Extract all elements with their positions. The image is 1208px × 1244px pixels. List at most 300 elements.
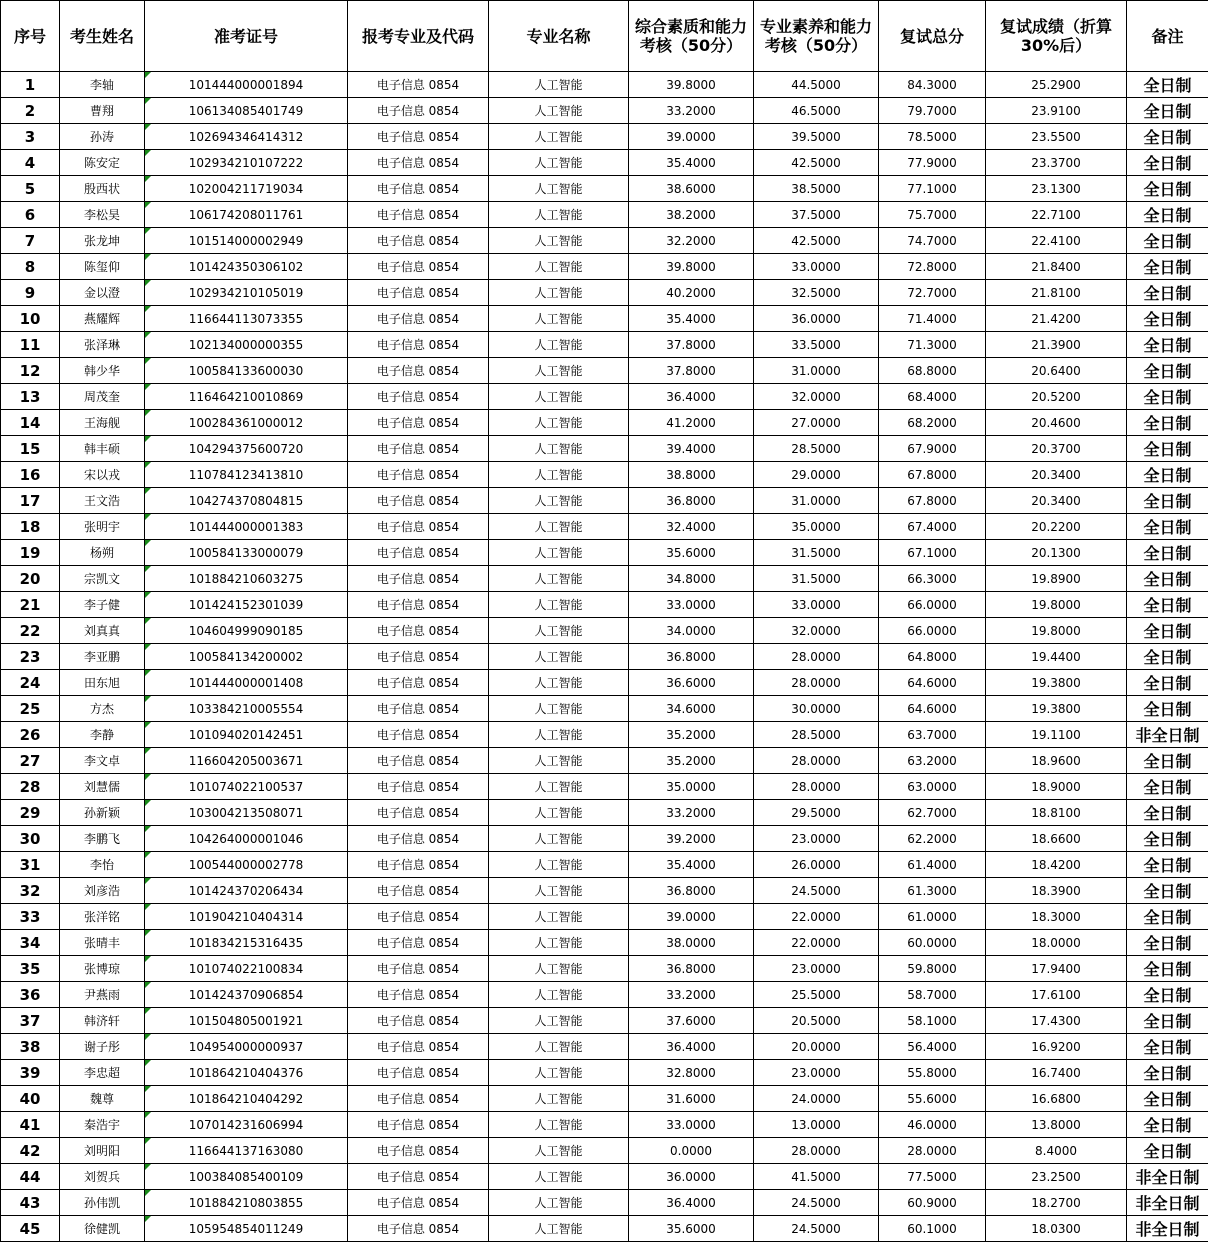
cell-score-comprehensive: 39.0000: [629, 124, 754, 150]
cell-score-professional: 13.0000: [754, 1112, 879, 1138]
table-row: [1, 124, 1208, 150]
cell-final-30pct: 20.5200: [986, 384, 1127, 410]
cell-score-professional: 28.5000: [754, 722, 879, 748]
cell-score-comprehensive: 36.8000: [629, 956, 754, 982]
table-row: [1, 878, 1208, 904]
cell-note: 全日制: [1127, 72, 1208, 98]
header-total: 复试总分: [879, 1, 986, 72]
cell-score-professional: 44.5000: [754, 72, 879, 98]
cell-final-30pct: 19.8900: [986, 566, 1127, 592]
cell-name: 李亚鹏: [60, 644, 145, 670]
cell-score-professional: 42.5000: [754, 228, 879, 254]
cell-seq: 13: [1, 384, 60, 410]
cell-note: 全日制: [1127, 904, 1208, 930]
cell-total: 64.8000: [879, 644, 986, 670]
cell-major-name: 人工智能: [489, 124, 629, 150]
cell-final-30pct: 23.5500: [986, 124, 1127, 150]
cell-note: 全日制: [1127, 618, 1208, 644]
cell-major-name: 人工智能: [489, 644, 629, 670]
cell-final-30pct: 16.6800: [986, 1086, 1127, 1112]
cell-note: 非全日制: [1127, 1190, 1208, 1216]
cell-total: 62.2000: [879, 826, 986, 852]
cell-score-professional: 26.0000: [754, 852, 879, 878]
table-row: [1, 436, 1208, 462]
cell-final-30pct: 17.6100: [986, 982, 1127, 1008]
cell-major-name: 人工智能: [489, 202, 629, 228]
cell-major-code: 电子信息 0854: [348, 540, 489, 566]
table-row: [1, 176, 1208, 202]
cell-final-30pct: 20.3400: [986, 488, 1127, 514]
table-row: [1, 852, 1208, 878]
cell-seq: 20: [1, 566, 60, 592]
cell-seq: 11: [1, 332, 60, 358]
cell-note: 全日制: [1127, 98, 1208, 124]
table-row: [1, 826, 1208, 852]
cell-exam-id: 104954000000937: [145, 1034, 348, 1060]
cell-major-code: 电子信息 0854: [348, 826, 489, 852]
cell-major-code: 电子信息 0854: [348, 1216, 489, 1242]
cell-major-name: 人工智能: [489, 1008, 629, 1034]
cell-name: 金以澄: [60, 280, 145, 306]
cell-seq: 45: [1, 1216, 60, 1242]
cell-name: 孙新颖: [60, 800, 145, 826]
cell-name: 李子健: [60, 592, 145, 618]
cell-exam-id: 105954854011249: [145, 1216, 348, 1242]
cell-total: 66.0000: [879, 592, 986, 618]
cell-note: 全日制: [1127, 514, 1208, 540]
cell-exam-id: 101834215316435: [145, 930, 348, 956]
cell-score-comprehensive: 37.6000: [629, 1008, 754, 1034]
cell-major-code: 电子信息 0854: [348, 254, 489, 280]
cell-score-professional: 22.0000: [754, 930, 879, 956]
cell-major-code: 电子信息 0854: [348, 722, 489, 748]
cell-final-30pct: 18.9000: [986, 774, 1127, 800]
table-row: [1, 1086, 1208, 1112]
cell-score-professional: 20.5000: [754, 1008, 879, 1034]
cell-total: 71.4000: [879, 306, 986, 332]
cell-major-code: 电子信息 0854: [348, 696, 489, 722]
cell-seq: 19: [1, 540, 60, 566]
cell-major-name: 人工智能: [489, 540, 629, 566]
cell-seq: 18: [1, 514, 60, 540]
cell-note: 全日制: [1127, 462, 1208, 488]
cell-final-30pct: 22.4100: [986, 228, 1127, 254]
cell-name: 秦浩宇: [60, 1112, 145, 1138]
cell-name: 王海舰: [60, 410, 145, 436]
cell-final-30pct: 8.4000: [986, 1138, 1127, 1164]
cell-major-code: 电子信息 0854: [348, 930, 489, 956]
cell-note: 全日制: [1127, 1008, 1208, 1034]
table-row: [1, 488, 1208, 514]
cell-score-comprehensive: 39.8000: [629, 72, 754, 98]
table-row: [1, 1112, 1208, 1138]
cell-name: 张龙坤: [60, 228, 145, 254]
cell-major-name: 人工智能: [489, 254, 629, 280]
cell-major-name: 人工智能: [489, 72, 629, 98]
cell-name: 李松昊: [60, 202, 145, 228]
cell-score-professional: 32.5000: [754, 280, 879, 306]
cell-total: 55.6000: [879, 1086, 986, 1112]
cell-score-professional: 31.5000: [754, 540, 879, 566]
cell-note: 全日制: [1127, 488, 1208, 514]
cell-exam-id: 116644113073355: [145, 306, 348, 332]
cell-total: 66.3000: [879, 566, 986, 592]
cell-final-30pct: 23.1300: [986, 176, 1127, 202]
cell-major-code: 电子信息 0854: [348, 1190, 489, 1216]
cell-major-code: 电子信息 0854: [348, 1034, 489, 1060]
cell-final-30pct: 19.8000: [986, 592, 1127, 618]
cell-major-name: 人工智能: [489, 488, 629, 514]
cell-final-30pct: 21.3900: [986, 332, 1127, 358]
cell-major-name: 人工智能: [489, 1112, 629, 1138]
cell-name: 宗凯文: [60, 566, 145, 592]
table-row: [1, 930, 1208, 956]
cell-final-30pct: 20.6400: [986, 358, 1127, 384]
cell-exam-id: 100284361000012: [145, 410, 348, 436]
cell-major-code: 电子信息 0854: [348, 436, 489, 462]
cell-final-30pct: 20.3400: [986, 462, 1127, 488]
cell-major-code: 电子信息 0854: [348, 514, 489, 540]
cell-major-code: 电子信息 0854: [348, 410, 489, 436]
cell-score-comprehensive: 37.8000: [629, 358, 754, 384]
cell-exam-id: 101094020142451: [145, 722, 348, 748]
cell-final-30pct: 20.2200: [986, 514, 1127, 540]
cell-total: 68.8000: [879, 358, 986, 384]
cell-major-name: 人工智能: [489, 150, 629, 176]
cell-exam-id: 103004213508071: [145, 800, 348, 826]
table-row: [1, 72, 1208, 98]
cell-score-comprehensive: 37.8000: [629, 332, 754, 358]
cell-total: 64.6000: [879, 670, 986, 696]
cell-score-professional: 23.0000: [754, 1060, 879, 1086]
cell-final-30pct: 21.8100: [986, 280, 1127, 306]
cell-score-comprehensive: 38.8000: [629, 462, 754, 488]
cell-name: 孙伟凯: [60, 1190, 145, 1216]
cell-major-name: 人工智能: [489, 826, 629, 852]
cell-note: 全日制: [1127, 280, 1208, 306]
cell-major-name: 人工智能: [489, 332, 629, 358]
cell-major-code: 电子信息 0854: [348, 1138, 489, 1164]
cell-name: 刘贺兵: [60, 1164, 145, 1190]
cell-note: 全日制: [1127, 826, 1208, 852]
cell-final-30pct: 23.2500: [986, 1164, 1127, 1190]
cell-score-professional: 24.5000: [754, 878, 879, 904]
cell-score-comprehensive: 35.6000: [629, 540, 754, 566]
cell-major-name: 人工智能: [489, 280, 629, 306]
cell-note: 全日制: [1127, 696, 1208, 722]
cell-note: 全日制: [1127, 228, 1208, 254]
cell-name: 陈安定: [60, 150, 145, 176]
cell-major-code: 电子信息 0854: [348, 176, 489, 202]
cell-exam-id: 104294375600720: [145, 436, 348, 462]
cell-score-comprehensive: 36.8000: [629, 644, 754, 670]
cell-score-comprehensive: 33.0000: [629, 1112, 754, 1138]
cell-major-name: 人工智能: [489, 98, 629, 124]
cell-score-comprehensive: 38.2000: [629, 202, 754, 228]
cell-score-comprehensive: 35.2000: [629, 748, 754, 774]
cell-score-comprehensive: 32.2000: [629, 228, 754, 254]
cell-major-code: 电子信息 0854: [348, 384, 489, 410]
cell-score-comprehensive: 36.8000: [629, 488, 754, 514]
cell-note: 全日制: [1127, 1060, 1208, 1086]
table-row: [1, 384, 1208, 410]
cell-name: 王文浩: [60, 488, 145, 514]
cell-score-professional: 24.5000: [754, 1190, 879, 1216]
cell-score-comprehensive: 38.0000: [629, 930, 754, 956]
cell-major-code: 电子信息 0854: [348, 592, 489, 618]
cell-seq: 5: [1, 176, 60, 202]
cell-major-name: 人工智能: [489, 774, 629, 800]
cell-note: 非全日制: [1127, 1216, 1208, 1242]
cell-final-30pct: 16.9200: [986, 1034, 1127, 1060]
cell-total: 67.8000: [879, 488, 986, 514]
cell-seq: 16: [1, 462, 60, 488]
cell-score-professional: 28.0000: [754, 748, 879, 774]
cell-total: 28.0000: [879, 1138, 986, 1164]
cell-final-30pct: 23.3700: [986, 150, 1127, 176]
cell-major-code: 电子信息 0854: [348, 202, 489, 228]
cell-final-30pct: 18.8100: [986, 800, 1127, 826]
cell-score-professional: 38.5000: [754, 176, 879, 202]
cell-final-30pct: 18.6600: [986, 826, 1127, 852]
table-row: [1, 1164, 1208, 1190]
cell-note: 全日制: [1127, 566, 1208, 592]
cell-exam-id: 116604205003671: [145, 748, 348, 774]
cell-note: 全日制: [1127, 254, 1208, 280]
cell-major-name: 人工智能: [489, 592, 629, 618]
cell-name: 李怡: [60, 852, 145, 878]
cell-seq: 17: [1, 488, 60, 514]
cell-seq: 14: [1, 410, 60, 436]
cell-major-code: 电子信息 0854: [348, 306, 489, 332]
cell-note: 全日制: [1127, 1112, 1208, 1138]
cell-exam-id: 100384085400109: [145, 1164, 348, 1190]
cell-seq: 22: [1, 618, 60, 644]
cell-seq: 39: [1, 1060, 60, 1086]
cell-name: 方杰: [60, 696, 145, 722]
cell-score-comprehensive: 36.0000: [629, 1164, 754, 1190]
header-major-name: 专业名称: [489, 1, 629, 72]
cell-note: 全日制: [1127, 124, 1208, 150]
cell-note: 全日制: [1127, 202, 1208, 228]
cell-seq: 7: [1, 228, 60, 254]
header-final-30pct: 复试成绩（折算30%后）: [986, 1, 1127, 72]
table-row: [1, 800, 1208, 826]
cell-score-comprehensive: 36.4000: [629, 384, 754, 410]
cell-seq: 42: [1, 1138, 60, 1164]
cell-seq: 3: [1, 124, 60, 150]
cell-major-name: 人工智能: [489, 358, 629, 384]
cell-note: 全日制: [1127, 800, 1208, 826]
cell-major-name: 人工智能: [489, 670, 629, 696]
cell-name: 张洋铭: [60, 904, 145, 930]
cell-exam-id: 101514000002949: [145, 228, 348, 254]
cell-total: 56.4000: [879, 1034, 986, 1060]
cell-final-30pct: 18.4200: [986, 852, 1127, 878]
cell-note: 全日制: [1127, 1086, 1208, 1112]
cell-score-comprehensive: 35.2000: [629, 722, 754, 748]
cell-score-professional: 46.5000: [754, 98, 879, 124]
cell-score-professional: 31.0000: [754, 488, 879, 514]
cell-total: 60.9000: [879, 1190, 986, 1216]
cell-score-comprehensive: 34.6000: [629, 696, 754, 722]
table-row: [1, 1034, 1208, 1060]
cell-major-code: 电子信息 0854: [348, 72, 489, 98]
cell-total: 74.7000: [879, 228, 986, 254]
header-name: 考生姓名: [60, 1, 145, 72]
cell-score-professional: 31.5000: [754, 566, 879, 592]
cell-exam-id: 101904210404314: [145, 904, 348, 930]
cell-major-code: 电子信息 0854: [348, 800, 489, 826]
cell-total: 67.9000: [879, 436, 986, 462]
table-row: [1, 592, 1208, 618]
table-row: [1, 540, 1208, 566]
cell-score-professional: 33.5000: [754, 332, 879, 358]
cell-score-comprehensive: 36.4000: [629, 1034, 754, 1060]
cell-score-comprehensive: 40.2000: [629, 280, 754, 306]
cell-major-code: 电子信息 0854: [348, 644, 489, 670]
cell-score-comprehensive: 33.2000: [629, 98, 754, 124]
cell-major-name: 人工智能: [489, 436, 629, 462]
cell-major-code: 电子信息 0854: [348, 358, 489, 384]
cell-major-code: 电子信息 0854: [348, 462, 489, 488]
cell-major-name: 人工智能: [489, 514, 629, 540]
cell-exam-id: 101864210404376: [145, 1060, 348, 1086]
cell-score-comprehensive: 33.0000: [629, 592, 754, 618]
cell-exam-id: 104264000001046: [145, 826, 348, 852]
cell-score-comprehensive: 36.8000: [629, 878, 754, 904]
cell-total: 61.3000: [879, 878, 986, 904]
cell-seq: 32: [1, 878, 60, 904]
cell-total: 78.5000: [879, 124, 986, 150]
header-seq: 序号: [1, 1, 60, 72]
cell-final-30pct: 20.1300: [986, 540, 1127, 566]
cell-name: 李忠超: [60, 1060, 145, 1086]
cell-exam-id: 100584133600030: [145, 358, 348, 384]
cell-seq: 15: [1, 436, 60, 462]
table-row: [1, 358, 1208, 384]
cell-score-professional: 28.0000: [754, 1138, 879, 1164]
cell-score-comprehensive: 34.8000: [629, 566, 754, 592]
cell-seq: 8: [1, 254, 60, 280]
cell-name: 田东旭: [60, 670, 145, 696]
cell-score-professional: 35.0000: [754, 514, 879, 540]
cell-name: 张明宇: [60, 514, 145, 540]
cell-score-comprehensive: 36.4000: [629, 1190, 754, 1216]
cell-seq: 31: [1, 852, 60, 878]
cell-total: 58.7000: [879, 982, 986, 1008]
cell-major-code: 电子信息 0854: [348, 1164, 489, 1190]
cell-score-professional: 28.0000: [754, 644, 879, 670]
cell-seq: 9: [1, 280, 60, 306]
table-row: [1, 566, 1208, 592]
cell-seq: 1: [1, 72, 60, 98]
cell-exam-id: 101444000001408: [145, 670, 348, 696]
cell-score-professional: 33.0000: [754, 592, 879, 618]
cell-name: 曹翔: [60, 98, 145, 124]
cell-total: 79.7000: [879, 98, 986, 124]
cell-total: 61.4000: [879, 852, 986, 878]
cell-exam-id: 101424152301039: [145, 592, 348, 618]
cell-score-comprehensive: 38.6000: [629, 176, 754, 202]
cell-major-code: 电子信息 0854: [348, 488, 489, 514]
cell-exam-id: 116464210010869: [145, 384, 348, 410]
cell-score-professional: 22.0000: [754, 904, 879, 930]
cell-total: 68.4000: [879, 384, 986, 410]
cell-seq: 41: [1, 1112, 60, 1138]
cell-name: 刘慧儒: [60, 774, 145, 800]
cell-name: 刘彦浩: [60, 878, 145, 904]
cell-final-30pct: 18.0300: [986, 1216, 1127, 1242]
table-row: [1, 618, 1208, 644]
cell-note: 全日制: [1127, 384, 1208, 410]
cell-score-professional: 28.0000: [754, 670, 879, 696]
cell-seq: 21: [1, 592, 60, 618]
cell-score-professional: 31.0000: [754, 358, 879, 384]
cell-exam-id: 102694346414312: [145, 124, 348, 150]
cell-exam-id: 103384210005554: [145, 696, 348, 722]
cell-seq: 43: [1, 1190, 60, 1216]
cell-note: 全日制: [1127, 852, 1208, 878]
cell-name: 陈玺仰: [60, 254, 145, 280]
cell-name: 张晴丰: [60, 930, 145, 956]
cell-major-code: 电子信息 0854: [348, 150, 489, 176]
cell-total: 66.0000: [879, 618, 986, 644]
cell-score-comprehensive: 39.0000: [629, 904, 754, 930]
cell-total: 46.0000: [879, 1112, 986, 1138]
cell-score-professional: 28.5000: [754, 436, 879, 462]
table-row: [1, 150, 1208, 176]
cell-name: 韩丰硕: [60, 436, 145, 462]
cell-major-name: 人工智能: [489, 462, 629, 488]
cell-seq: 33: [1, 904, 60, 930]
cell-seq: 29: [1, 800, 60, 826]
cell-major-name: 人工智能: [489, 410, 629, 436]
cell-exam-id: 101444000001383: [145, 514, 348, 540]
cell-total: 60.1000: [879, 1216, 986, 1242]
table-row: [1, 202, 1208, 228]
cell-name: 韩少华: [60, 358, 145, 384]
cell-final-30pct: 17.9400: [986, 956, 1127, 982]
cell-score-comprehensive: 39.8000: [629, 254, 754, 280]
cell-name: 张泽琳: [60, 332, 145, 358]
cell-seq: 37: [1, 1008, 60, 1034]
cell-exam-id: 101884210803855: [145, 1190, 348, 1216]
cell-note: 全日制: [1127, 306, 1208, 332]
cell-name: 谢子彤: [60, 1034, 145, 1060]
cell-major-name: 人工智能: [489, 722, 629, 748]
cell-note: 全日制: [1127, 670, 1208, 696]
cell-exam-id: 116644137163080: [145, 1138, 348, 1164]
cell-final-30pct: 17.4300: [986, 1008, 1127, 1034]
table-row: [1, 462, 1208, 488]
cell-note: 全日制: [1127, 930, 1208, 956]
cell-note: 非全日制: [1127, 1164, 1208, 1190]
cell-note: 全日制: [1127, 176, 1208, 202]
cell-final-30pct: 18.3000: [986, 904, 1127, 930]
cell-major-name: 人工智能: [489, 618, 629, 644]
cell-final-30pct: 16.7400: [986, 1060, 1127, 1086]
cell-note: 全日制: [1127, 644, 1208, 670]
cell-note: 全日制: [1127, 956, 1208, 982]
cell-score-professional: 28.0000: [754, 774, 879, 800]
table-row: [1, 644, 1208, 670]
cell-score-professional: 37.5000: [754, 202, 879, 228]
header-note: 备注: [1127, 1, 1208, 72]
cell-seq: 10: [1, 306, 60, 332]
table-row: [1, 1216, 1208, 1242]
cell-final-30pct: 22.7100: [986, 202, 1127, 228]
